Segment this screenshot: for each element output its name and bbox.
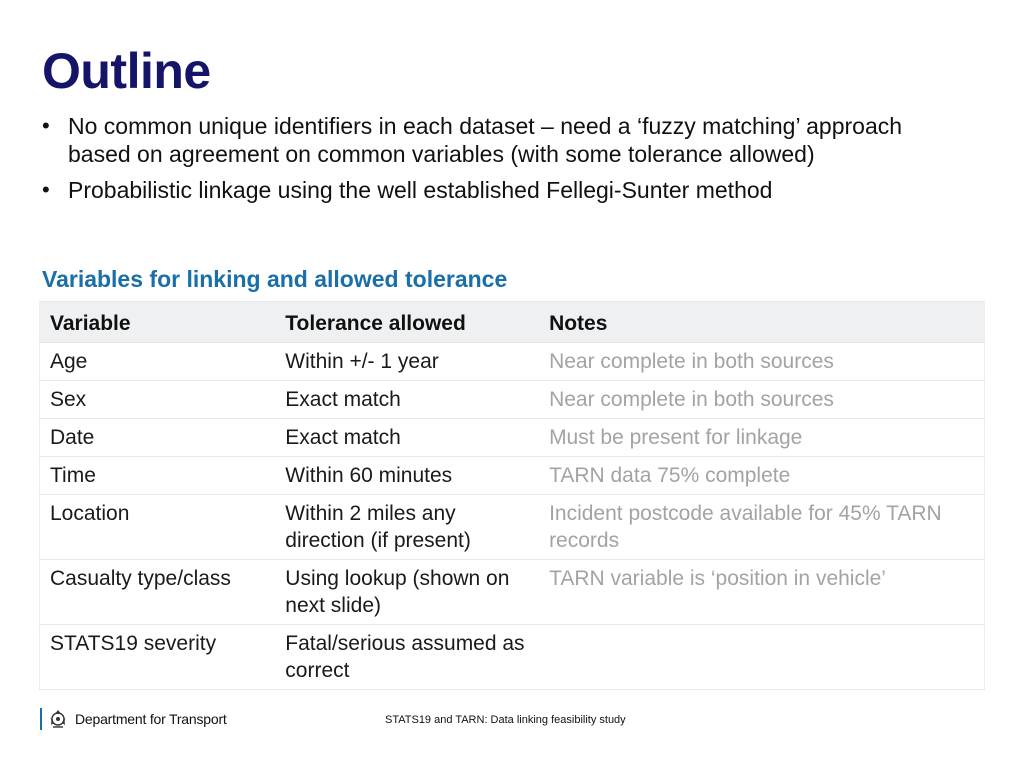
logo-accent-bar bbox=[40, 708, 42, 730]
cell-notes: Near complete in both sources bbox=[539, 381, 984, 419]
table-row bbox=[40, 343, 985, 381]
column-header-notes: Notes bbox=[539, 302, 984, 343]
column-header-variable: Variable bbox=[40, 302, 276, 343]
table-row bbox=[40, 560, 985, 625]
table-header-row bbox=[40, 302, 985, 343]
bullet-item bbox=[42, 112, 942, 168]
bullet-text: Probabilistic linkage using the well established Fellegi-Sunter method bbox=[68, 177, 773, 203]
cell-tolerance: Within 60 minutes bbox=[275, 457, 539, 495]
footer-caption: STATS19 and TARN: Data linking feasibility study bbox=[385, 714, 626, 726]
table-row bbox=[40, 419, 985, 457]
table-row bbox=[40, 381, 985, 419]
cell-variable: STATS19 severity bbox=[40, 625, 276, 690]
cell-notes bbox=[539, 625, 984, 690]
slide-title: Outline bbox=[42, 43, 211, 99]
table-row bbox=[40, 625, 985, 690]
cell-variable: Time bbox=[40, 457, 276, 495]
bullet-text: No common unique identifiers in each dataset – need a ‘fuzzy matching’ approach based on agreement on common variables (with some tolerance allowed) bbox=[68, 113, 903, 167]
bullet-item bbox=[42, 176, 942, 204]
bullet-list bbox=[42, 112, 942, 212]
cell-tolerance: Exact match bbox=[275, 419, 539, 457]
cell-notes: Must be present for linkage bbox=[539, 419, 984, 457]
cell-notes: Near complete in both sources bbox=[539, 343, 984, 381]
dft-logo bbox=[40, 707, 227, 731]
department-name: Department for Transport bbox=[75, 711, 227, 727]
variables-table bbox=[39, 301, 985, 690]
cell-variable: Casualty type/class bbox=[40, 560, 276, 625]
bullet-dot-icon: • bbox=[42, 113, 50, 138]
cell-tolerance: Within +/- 1 year bbox=[275, 343, 539, 381]
table-row bbox=[40, 495, 985, 560]
cell-notes: TARN data 75% complete bbox=[539, 457, 984, 495]
cell-notes: TARN variable is ‘position in vehicle’ bbox=[539, 560, 984, 625]
cell-variable: Sex bbox=[40, 381, 276, 419]
cell-notes: Incident postcode available for 45% TARN records bbox=[539, 495, 984, 560]
cell-tolerance: Using lookup (shown on next slide) bbox=[275, 560, 539, 625]
column-header-tolerance: Tolerance allowed bbox=[275, 302, 539, 343]
cell-tolerance: Within 2 miles any direction (if present) bbox=[275, 495, 539, 560]
cell-variable: Date bbox=[40, 419, 276, 457]
bullet-dot-icon: • bbox=[42, 177, 50, 202]
cell-variable: Location bbox=[40, 495, 276, 560]
table-row bbox=[40, 457, 985, 495]
cell-tolerance: Fatal/serious assumed as correct bbox=[275, 625, 539, 690]
royal-crest-icon bbox=[47, 708, 69, 730]
table-heading: Variables for linking and allowed tolerance bbox=[42, 266, 508, 292]
cell-variable: Age bbox=[40, 343, 276, 381]
cell-tolerance: Exact match bbox=[275, 381, 539, 419]
